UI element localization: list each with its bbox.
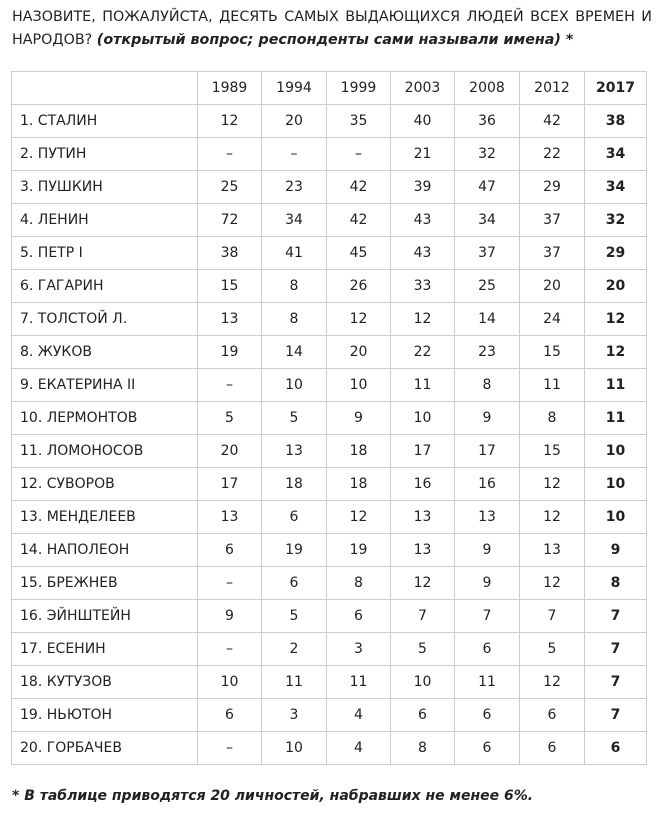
value-cell-1989: – bbox=[198, 369, 262, 402]
value-cell-1994: 14 bbox=[262, 336, 327, 369]
person-name-cell: 16. ЭЙНШТЕЙН bbox=[12, 600, 198, 633]
person-name-cell: 1. СТАЛИН bbox=[12, 105, 198, 138]
person-name-cell: 3. ПУШКИН bbox=[12, 171, 198, 204]
person-name-cell: 18. КУТУЗОВ bbox=[12, 666, 198, 699]
value-cell-2012: 12 bbox=[520, 501, 585, 534]
value-cell-1994: 5 bbox=[262, 600, 327, 633]
value-cell-2003: 6 bbox=[391, 699, 455, 732]
person-name-cell: 17. ЕСЕНИН bbox=[12, 633, 198, 666]
value-cell-1994: 23 bbox=[262, 171, 327, 204]
value-cell-1999: 9 bbox=[327, 402, 391, 435]
value-cell-1989: 38 bbox=[198, 237, 262, 270]
value-cell-2003: 21 bbox=[391, 138, 455, 171]
value-cell-1989: – bbox=[198, 633, 262, 666]
table-row bbox=[12, 105, 647, 138]
person-name-cell: 7. ТОЛСТОЙ Л. bbox=[12, 303, 198, 336]
value-cell-1999: 12 bbox=[327, 501, 391, 534]
value-cell-2003: 5 bbox=[391, 633, 455, 666]
person-name-cell: 5. ПЕТР I bbox=[12, 237, 198, 270]
person-name-cell: 20. ГОРБАЧЕВ bbox=[12, 732, 198, 765]
value-cell-2008: 9 bbox=[455, 402, 520, 435]
value-cell-2012: 12 bbox=[520, 468, 585, 501]
value-cell-2008: 9 bbox=[455, 534, 520, 567]
value-cell-1989: – bbox=[198, 567, 262, 600]
value-cell-1989: 19 bbox=[198, 336, 262, 369]
value-cell-2012: 29 bbox=[520, 171, 585, 204]
table-row bbox=[12, 732, 647, 765]
value-cell-2012: 37 bbox=[520, 204, 585, 237]
value-cell-2017: 10 bbox=[585, 468, 647, 501]
value-cell-1999: 26 bbox=[327, 270, 391, 303]
table-row bbox=[12, 435, 647, 468]
value-cell-1999: 20 bbox=[327, 336, 391, 369]
value-cell-2017: 11 bbox=[585, 402, 647, 435]
value-cell-1994: 6 bbox=[262, 567, 327, 600]
value-cell-1999: 18 bbox=[327, 468, 391, 501]
value-cell-1994: 13 bbox=[262, 435, 327, 468]
value-cell-1994: 41 bbox=[262, 237, 327, 270]
value-cell-2003: 12 bbox=[391, 303, 455, 336]
value-cell-1994: 10 bbox=[262, 369, 327, 402]
value-cell-1999: 10 bbox=[327, 369, 391, 402]
value-cell-2017: 32 bbox=[585, 204, 647, 237]
value-cell-2008: 6 bbox=[455, 732, 520, 765]
person-name-cell: 10. ЛЕРМОНТОВ bbox=[12, 402, 198, 435]
value-cell-1989: 13 bbox=[198, 501, 262, 534]
value-cell-1994: 18 bbox=[262, 468, 327, 501]
value-cell-1999: – bbox=[327, 138, 391, 171]
person-name-cell: 4. ЛЕНИН bbox=[12, 204, 198, 237]
table-row bbox=[12, 237, 647, 270]
table-row bbox=[12, 501, 647, 534]
value-cell-1999: 42 bbox=[327, 204, 391, 237]
value-cell-2003: 12 bbox=[391, 567, 455, 600]
column-header-2012: 2012 bbox=[520, 72, 585, 105]
value-cell-2008: 14 bbox=[455, 303, 520, 336]
value-cell-2008: 11 bbox=[455, 666, 520, 699]
value-cell-2012: 24 bbox=[520, 303, 585, 336]
column-header-1989: 1989 bbox=[198, 72, 262, 105]
value-cell-1999: 45 bbox=[327, 237, 391, 270]
value-cell-1999: 19 bbox=[327, 534, 391, 567]
table-row bbox=[12, 138, 647, 171]
value-cell-1994: 6 bbox=[262, 501, 327, 534]
value-cell-1994: 5 bbox=[262, 402, 327, 435]
value-cell-1994: 3 bbox=[262, 699, 327, 732]
value-cell-2012: 6 bbox=[520, 699, 585, 732]
value-cell-2008: 36 bbox=[455, 105, 520, 138]
value-cell-2003: 43 bbox=[391, 237, 455, 270]
value-cell-1989: 20 bbox=[198, 435, 262, 468]
value-cell-1999: 8 bbox=[327, 567, 391, 600]
question-text: НАЗОВИТЕ, ПОЖАЛУЙСТА, ДЕСЯТЬ САМЫХ ВЫДАЮЩИХСЯ ЛЮДЕЙ ВСЕХ ВРЕМЕН И НАРОДОВ? bbox=[12, 9, 652, 48]
column-header-2017: 2017 bbox=[585, 72, 647, 105]
value-cell-2003: 13 bbox=[391, 534, 455, 567]
person-name-cell: 2. ПУТИН bbox=[12, 138, 198, 171]
value-cell-1999: 3 bbox=[327, 633, 391, 666]
value-cell-2012: 7 bbox=[520, 600, 585, 633]
value-cell-2008: 32 bbox=[455, 138, 520, 171]
question-note: (открытый вопрос; респонденты сами называли имена) * bbox=[96, 32, 574, 48]
table-row bbox=[12, 336, 647, 369]
value-cell-2003: 13 bbox=[391, 501, 455, 534]
table-body bbox=[12, 105, 647, 765]
value-cell-1994: 8 bbox=[262, 270, 327, 303]
value-cell-2003: 16 bbox=[391, 468, 455, 501]
person-name-cell: 14. НАПОЛЕОН bbox=[12, 534, 198, 567]
value-cell-2017: 7 bbox=[585, 633, 647, 666]
person-name-cell: 8. ЖУКОВ bbox=[12, 336, 198, 369]
value-cell-2003: 43 bbox=[391, 204, 455, 237]
header-row bbox=[12, 72, 647, 105]
value-cell-2003: 8 bbox=[391, 732, 455, 765]
value-cell-2017: 34 bbox=[585, 171, 647, 204]
value-cell-1999: 35 bbox=[327, 105, 391, 138]
value-cell-2012: 5 bbox=[520, 633, 585, 666]
person-name-cell: 11. ЛОМОНОСОВ bbox=[12, 435, 198, 468]
value-cell-1999: 12 bbox=[327, 303, 391, 336]
value-cell-2017: 34 bbox=[585, 138, 647, 171]
value-cell-1989: 72 bbox=[198, 204, 262, 237]
value-cell-1999: 4 bbox=[327, 732, 391, 765]
value-cell-2008: 9 bbox=[455, 567, 520, 600]
value-cell-2003: 22 bbox=[391, 336, 455, 369]
table-row bbox=[12, 567, 647, 600]
person-name-cell: 9. ЕКАТЕРИНА II bbox=[12, 369, 198, 402]
value-cell-1994: 19 bbox=[262, 534, 327, 567]
value-cell-2012: 12 bbox=[520, 666, 585, 699]
table-row bbox=[12, 699, 647, 732]
value-cell-1989: 12 bbox=[198, 105, 262, 138]
value-cell-2012: 13 bbox=[520, 534, 585, 567]
value-cell-1999: 18 bbox=[327, 435, 391, 468]
person-name-cell: 6. ГАГАРИН bbox=[12, 270, 198, 303]
value-cell-2003: 40 bbox=[391, 105, 455, 138]
value-cell-2003: 17 bbox=[391, 435, 455, 468]
value-cell-2012: 6 bbox=[520, 732, 585, 765]
table-row bbox=[12, 204, 647, 237]
value-cell-1989: 15 bbox=[198, 270, 262, 303]
table-row bbox=[12, 600, 647, 633]
value-cell-2008: 7 bbox=[455, 600, 520, 633]
survey-question bbox=[12, 6, 652, 52]
value-cell-1989: 10 bbox=[198, 666, 262, 699]
results-table bbox=[11, 71, 647, 765]
table-row bbox=[12, 303, 647, 336]
value-cell-2008: 23 bbox=[455, 336, 520, 369]
value-cell-2017: 10 bbox=[585, 435, 647, 468]
value-cell-2017: 12 bbox=[585, 336, 647, 369]
value-cell-2008: 6 bbox=[455, 633, 520, 666]
column-header-1999: 1999 bbox=[327, 72, 391, 105]
table-row bbox=[12, 534, 647, 567]
value-cell-1999: 11 bbox=[327, 666, 391, 699]
value-cell-2012: 12 bbox=[520, 567, 585, 600]
table-row bbox=[12, 666, 647, 699]
value-cell-1989: 6 bbox=[198, 699, 262, 732]
value-cell-2017: 7 bbox=[585, 600, 647, 633]
value-cell-2017: 9 bbox=[585, 534, 647, 567]
value-cell-2017: 7 bbox=[585, 666, 647, 699]
table-row bbox=[12, 270, 647, 303]
value-cell-1999: 42 bbox=[327, 171, 391, 204]
value-cell-1989: 17 bbox=[198, 468, 262, 501]
value-cell-1994: 20 bbox=[262, 105, 327, 138]
value-cell-2003: 11 bbox=[391, 369, 455, 402]
footnote: * В таблице приводятся 20 личностей, набравших не менее 6%. bbox=[12, 788, 534, 804]
value-cell-2008: 34 bbox=[455, 204, 520, 237]
value-cell-1989: – bbox=[198, 732, 262, 765]
value-cell-2008: 6 bbox=[455, 699, 520, 732]
value-cell-1989: 25 bbox=[198, 171, 262, 204]
column-header-1994: 1994 bbox=[262, 72, 327, 105]
value-cell-2008: 16 bbox=[455, 468, 520, 501]
value-cell-2017: 6 bbox=[585, 732, 647, 765]
value-cell-2008: 47 bbox=[455, 171, 520, 204]
value-cell-1989: 5 bbox=[198, 402, 262, 435]
value-cell-1994: 8 bbox=[262, 303, 327, 336]
value-cell-2017: 29 bbox=[585, 237, 647, 270]
person-name-cell: 12. СУВОРОВ bbox=[12, 468, 198, 501]
value-cell-2008: 13 bbox=[455, 501, 520, 534]
value-cell-2003: 10 bbox=[391, 402, 455, 435]
value-cell-2003: 7 bbox=[391, 600, 455, 633]
value-cell-2017: 12 bbox=[585, 303, 647, 336]
value-cell-2008: 37 bbox=[455, 237, 520, 270]
table-row bbox=[12, 402, 647, 435]
value-cell-2003: 10 bbox=[391, 666, 455, 699]
value-cell-2012: 11 bbox=[520, 369, 585, 402]
value-cell-2017: 8 bbox=[585, 567, 647, 600]
value-cell-1994: 11 bbox=[262, 666, 327, 699]
header-name-cell bbox=[12, 72, 198, 105]
value-cell-2003: 39 bbox=[391, 171, 455, 204]
table-row bbox=[12, 369, 647, 402]
value-cell-2012: 42 bbox=[520, 105, 585, 138]
value-cell-1989: 6 bbox=[198, 534, 262, 567]
value-cell-1989: – bbox=[198, 138, 262, 171]
value-cell-2008: 25 bbox=[455, 270, 520, 303]
value-cell-1994: 2 bbox=[262, 633, 327, 666]
value-cell-1989: 13 bbox=[198, 303, 262, 336]
value-cell-2017: 11 bbox=[585, 369, 647, 402]
value-cell-2017: 7 bbox=[585, 699, 647, 732]
value-cell-2008: 17 bbox=[455, 435, 520, 468]
value-cell-2017: 10 bbox=[585, 501, 647, 534]
value-cell-1994: 34 bbox=[262, 204, 327, 237]
value-cell-2012: 15 bbox=[520, 336, 585, 369]
value-cell-2017: 20 bbox=[585, 270, 647, 303]
value-cell-1989: 9 bbox=[198, 600, 262, 633]
person-name-cell: 15. БРЕЖНЕВ bbox=[12, 567, 198, 600]
table-row bbox=[12, 171, 647, 204]
value-cell-1999: 6 bbox=[327, 600, 391, 633]
person-name-cell: 13. МЕНДЕЛЕЕВ bbox=[12, 501, 198, 534]
value-cell-1999: 4 bbox=[327, 699, 391, 732]
table-row bbox=[12, 468, 647, 501]
person-name-cell: 19. НЬЮТОН bbox=[12, 699, 198, 732]
value-cell-1994: 10 bbox=[262, 732, 327, 765]
column-header-2008: 2008 bbox=[455, 72, 520, 105]
value-cell-2012: 15 bbox=[520, 435, 585, 468]
value-cell-2017: 38 bbox=[585, 105, 647, 138]
value-cell-2012: 8 bbox=[520, 402, 585, 435]
value-cell-2012: 37 bbox=[520, 237, 585, 270]
column-header-2003: 2003 bbox=[391, 72, 455, 105]
value-cell-2003: 33 bbox=[391, 270, 455, 303]
value-cell-2012: 20 bbox=[520, 270, 585, 303]
value-cell-1994: – bbox=[262, 138, 327, 171]
value-cell-2012: 22 bbox=[520, 138, 585, 171]
table-row bbox=[12, 633, 647, 666]
value-cell-2008: 8 bbox=[455, 369, 520, 402]
